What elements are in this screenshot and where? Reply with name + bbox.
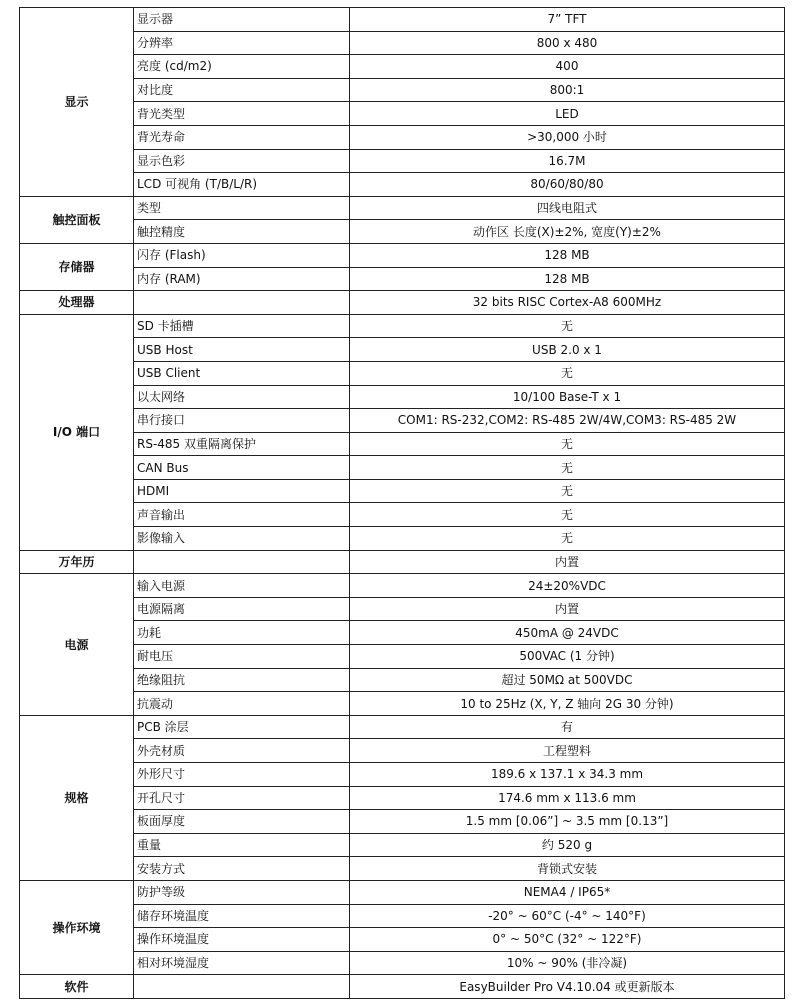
table-row [20,479,785,503]
item-cell: 类型 [134,196,350,220]
item-cell: 背光寿命 [134,125,350,149]
table-row [20,125,785,149]
table-row [20,173,785,197]
value-cell: 10/100 Base-T x 1 [350,385,785,409]
item-cell: 影像输入 [134,527,350,551]
table-row [20,338,785,362]
table-row [20,668,785,692]
category-cell: 触控面板 [20,196,134,243]
item-cell: 对比度 [134,78,350,102]
item-cell: 亮度 (cd/m2) [134,55,350,79]
value-cell: LED [350,102,785,126]
value-cell: 10% ~ 90% (非冷凝) [350,951,785,975]
value-cell: 189.6 x 137.1 x 34.3 mm [350,763,785,787]
category-cell: 电源 [20,574,134,716]
value-cell: 无 [350,479,785,503]
table-row [20,78,785,102]
value-cell: 工程塑料 [350,739,785,763]
value-cell: 内置 [350,597,785,621]
value-cell: 24±20%VDC [350,574,785,598]
value-cell: 动作区 长度(X)±2%, 宽度(Y)±2% [350,220,785,244]
value-cell: 400 [350,55,785,79]
value-cell: -20° ~ 60°C (-4° ~ 140°F) [350,904,785,928]
category-cell: 规格 [20,715,134,880]
table-row [20,621,785,645]
table-row [20,928,785,952]
item-cell: 电源隔离 [134,597,350,621]
table-row [20,220,785,244]
item-cell: 显示色彩 [134,149,350,173]
item-cell [134,975,350,999]
value-cell: 800:1 [350,78,785,102]
item-cell: 声音输出 [134,503,350,527]
item-cell: HDMI [134,479,350,503]
value-cell: 800 x 480 [350,31,785,55]
table-row [20,267,785,291]
value-cell: 174.6 mm x 113.6 mm [350,786,785,810]
item-cell: 板面厚度 [134,810,350,834]
item-cell: 分辨率 [134,31,350,55]
item-cell: 闪存 (Flash) [134,243,350,267]
table-row [20,503,785,527]
value-cell: 32 bits RISC Cortex-A8 600MHz [350,291,785,315]
table-row [20,243,785,267]
table-row [20,715,785,739]
value-cell: 无 [350,503,785,527]
table-row [20,31,785,55]
item-cell: 功耗 [134,621,350,645]
table-row [20,385,785,409]
value-cell: 10 to 25Hz (X, Y, Z 轴向 2G 30 分钟) [350,692,785,716]
category-cell: 处理器 [20,291,134,315]
table-row [20,692,785,716]
item-cell: 输入电源 [134,574,350,598]
value-cell: 128 MB [350,243,785,267]
item-cell: 外壳材质 [134,739,350,763]
value-cell: 无 [350,361,785,385]
table-row [20,810,785,834]
item-cell: 重量 [134,833,350,857]
table-row [20,904,785,928]
value-cell: 无 [350,432,785,456]
value-cell: 16.7M [350,149,785,173]
table-row [20,739,785,763]
table-row [20,951,785,975]
value-cell: 四线电阻式 [350,196,785,220]
item-cell: 安装方式 [134,857,350,881]
table-row [20,432,785,456]
table-row [20,645,785,669]
value-cell: 80/60/80/80 [350,173,785,197]
table-row [20,102,785,126]
item-cell: 储存环境温度 [134,904,350,928]
table-row [20,291,785,315]
category-cell: 软件 [20,975,134,999]
table-row [20,55,785,79]
item-cell: 串行接口 [134,409,350,433]
item-cell: 相对环境湿度 [134,951,350,975]
table-row [20,527,785,551]
category-cell: 显示 [20,8,134,197]
table-row [20,149,785,173]
item-cell: 耐电压 [134,645,350,669]
table-row [20,196,785,220]
item-cell: PCB 涂层 [134,715,350,739]
table-row [20,361,785,385]
item-cell: 以太网络 [134,385,350,409]
item-cell: LCD 可视角 (T/B/L/R) [134,173,350,197]
category-cell: 操作环境 [20,880,134,974]
item-cell [134,550,350,574]
value-cell: 500VAC (1 分钟) [350,645,785,669]
value-cell: 无 [350,314,785,338]
table-row [20,857,785,881]
value-cell: >30,000 小时 [350,125,785,149]
table-row [20,409,785,433]
value-cell: 0° ~ 50°C (32° ~ 122°F) [350,928,785,952]
value-cell: 1.5 mm [0.06”] ~ 3.5 mm [0.13”] [350,810,785,834]
item-cell: 显示器 [134,8,350,32]
category-cell: 存储器 [20,243,134,290]
item-cell: SD 卡插槽 [134,314,350,338]
item-cell: 触控精度 [134,220,350,244]
value-cell: 无 [350,456,785,480]
spec-table-body [20,8,785,999]
table-row [20,8,785,32]
table-row [20,456,785,480]
item-cell: USB Host [134,338,350,362]
item-cell: USB Client [134,361,350,385]
item-cell: 外形尺寸 [134,763,350,787]
category-cell: 万年历 [20,550,134,574]
value-cell: NEMA4 / IP65* [350,880,785,904]
item-cell: 开孔尺寸 [134,786,350,810]
spec-table [19,7,785,999]
table-row [20,550,785,574]
item-cell: 内存 (RAM) [134,267,350,291]
item-cell: 操作环境温度 [134,928,350,952]
value-cell: 有 [350,715,785,739]
table-row [20,597,785,621]
table-row [20,314,785,338]
value-cell: 128 MB [350,267,785,291]
table-row [20,975,785,999]
table-row [20,574,785,598]
table-row [20,786,785,810]
value-cell: EasyBuilder Pro V4.10.04 或更新版本 [350,975,785,999]
category-cell: I/O 端口 [20,314,134,550]
value-cell: 450mA @ 24VDC [350,621,785,645]
value-cell: 无 [350,527,785,551]
table-row [20,833,785,857]
item-cell: 抗震动 [134,692,350,716]
item-cell: 防护等级 [134,880,350,904]
item-cell: CAN Bus [134,456,350,480]
table-row [20,880,785,904]
value-cell: COM1: RS-232,COM2: RS-485 2W/4W,COM3: RS-485 2W [350,409,785,433]
value-cell: 内置 [350,550,785,574]
table-row [20,763,785,787]
item-cell: 绝缘阻抗 [134,668,350,692]
item-cell: RS-485 双重隔离保护 [134,432,350,456]
value-cell: 超过 50MΩ at 500VDC [350,668,785,692]
value-cell: 背锁式安装 [350,857,785,881]
value-cell: USB 2.0 x 1 [350,338,785,362]
item-cell: 背光类型 [134,102,350,126]
value-cell: 7” TFT [350,8,785,32]
value-cell: 约 520 g [350,833,785,857]
item-cell [134,291,350,315]
